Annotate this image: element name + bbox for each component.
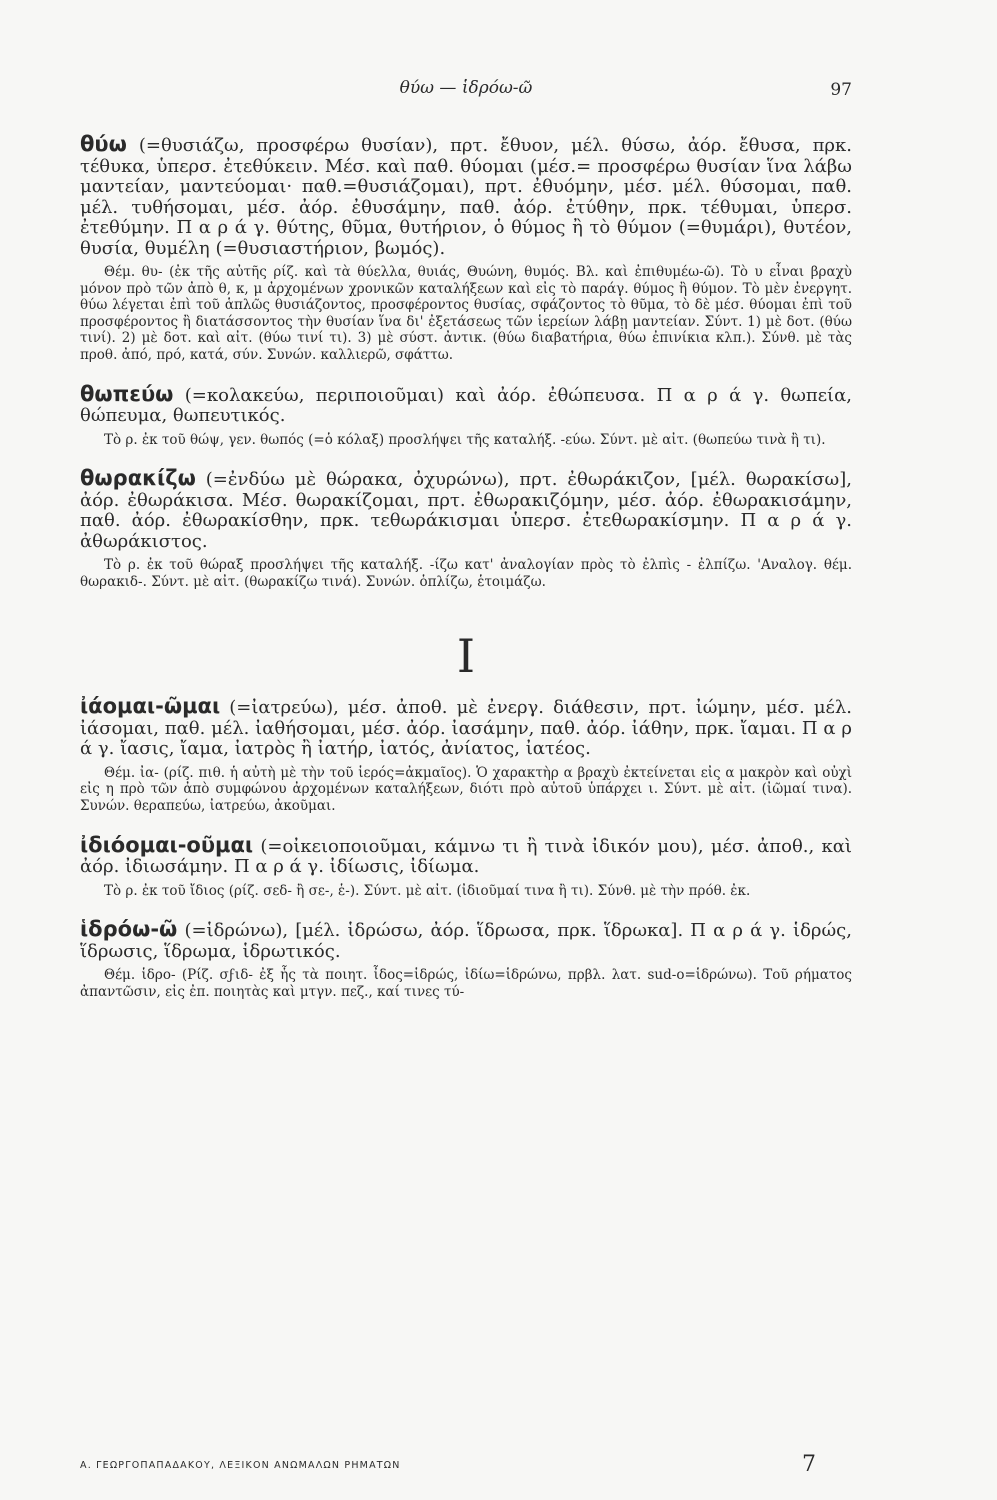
running-head: θύω — ἱδρόω-ῶ bbox=[399, 78, 533, 98]
head-word: θωπεύω bbox=[80, 381, 174, 406]
entry-thorakizo bbox=[80, 468, 852, 590]
entry-main bbox=[80, 468, 852, 552]
signature-number: 7 bbox=[802, 1452, 816, 1477]
entry-note: Τὸ ρ. ἐκ τοῦ θώραξ προσλήψει τῆς καταλήξ. -ίζω κατ' ἀναλογίαν πρὸς τὸ ἐλπὶς - ἐλπίζω. 'Αναλογ. θέμ. θωρακιδ-. Σύντ. μὲ αἰτ. (θωρακίζω τινά). Συνών. ὁπλίζω, ἑτοιμάζω. bbox=[80, 557, 852, 590]
page-footer bbox=[80, 1452, 852, 1482]
entry-main-text: (=ἱδρώνω), [μέλ. ἱδρώσω, ἀόρ. ἵδρωσα, πρκ. ἵδρωκα]. Π α ρ ά γ. ἱδρώς, ἵδρωσις, ἵδρωμα, ἱδρωτικός. bbox=[80, 920, 852, 962]
entry-iaomai bbox=[80, 696, 852, 814]
entry-idioomai bbox=[80, 832, 852, 900]
page-number: 97 bbox=[830, 80, 852, 100]
entry-main-text: (=θυσιάζω, προσφέρω θυσίαν), πρτ. ἔθυον, μέλ. θύσω, ἀόρ. ἔθυσα, πρκ. τέθυκα, ὑπερσ. ἐτεθύκειν. Μέσ. καὶ παθ. θύομαι (μέσ.= προσφέρω θυσίαν ἵνα λάβω μαντείαν, μαντεύομαι· παθ.=θυσιάζομαι), πρτ. ἐθυόμην, μέσ. μέλ. θύσομαι, παθ. μέλ. τυθήσομαι, μέσ. ἀόρ. ἐθυσάμην, παθ. ἀόρ. ἐτύθην, πρκ. τέθυμαι, ὑπερσ. ἐτεθύμην. Π α ρ ά γ. θύτης, θῦμα, θυτήριον, ὁ θύμος ἢ τὸ θύμον (=θυμάρι), θυτέον, θυσία, θυμέλη (=θυσιαστήριον, βωμός). bbox=[80, 135, 852, 259]
entry-main bbox=[80, 381, 852, 427]
entry-main bbox=[80, 919, 852, 962]
entry-note: Θέμ. ἱδρο- (Ρίζ. σϝιδ- ἐξ ἧς τὰ ποιητ. ἶδος=ἱδρώς, ἰδίω=ἱδρώνω, πρβλ. λατ. sud-o=ἱδρώνω). Τοῦ ρήματος ἀπαντῶσιν, εἰς ἐπ. ποιητὰς καὶ μτγν. πεζ., καί τινες τύ- bbox=[80, 967, 852, 1000]
head-word: ἰδιόομαι-οῦμαι bbox=[80, 832, 254, 857]
footer-author-title: Α. ΓΕΩΡΓΟΠΑΠΑΔΑΚΟΥ, ΛΕΞΙΚΟΝ ΑΝΩΜΑΛΩΝ ΡΗΜΑΤΩΝ bbox=[80, 1460, 401, 1471]
entry-main-text: (=ἐνδύω μὲ θώρακα, ὀχυρώνω), πρτ. ἐθωράκιζον, [μέλ. θωρακίσω], ἀόρ. ἐθωράκισα. Μέσ. θωρακίζομαι, πρτ. ἐθωρακιζόμην, μέσ. ἀόρ. ἐθωρακισάμην, παθ. ἀόρ. ἐθωρακίσθην, πρκ. τεθωράκισμαι ὑπερσ. ἐτεθωρακίσμην. Π α ρ ά γ. ἀθωράκιστος. bbox=[80, 469, 852, 552]
entry-main bbox=[80, 134, 852, 259]
head-word: ἰάομαι-ῶμαι bbox=[80, 694, 221, 719]
head-word: θύω bbox=[80, 132, 127, 156]
entry-idroo bbox=[80, 919, 852, 1000]
entry-main-text: (=κολακεύω, περιποιοῦμαι) καὶ ἀόρ. ἐθώπευσα. Π α ρ ά γ. θωπεία, θώπευμα, θωπευτικός. bbox=[80, 384, 852, 427]
entry-main-text: (=ἰατρεύω), μέσ. ἀποθ. μὲ ἐνεργ. διάθεσιν, πρτ. ἰώμην, μέσ. μέλ. ἰάσομαι, παθ. μέλ. ἰαθήσομαι, μέσ. ἀόρ. ἰασάμην, παθ. ἀόρ. ἰάθην, πρκ. ἴαμαι. Π α ρ ά γ. ἴασις, ἴαμα, ἰατρὸς ἢ ἰατήρ, ἰατός, ἀνίατος, ἰατέος. bbox=[80, 697, 852, 760]
entry-main bbox=[80, 696, 852, 760]
head-word: θωρακίζω bbox=[80, 466, 196, 491]
entry-note: Θέμ. ἰα- (ρίζ. πιθ. ἡ αὐτὴ μὲ τὴν τοῦ ἱερός=ἀκμαῖος). Ὁ χαρακτὴρ α βραχὺ ἐκτείνεται εἰς α μακρὸν καὶ οὐχὶ εἰς η πρὸ τῶν ἀπὸ συμφώνου ἀρχομένων καταλήξεων, διότι πρὸ αὐτοῦ ὑπάρχει ι. Σύντ. μὲ αἰτ. (ἰῶμαί τινα). Συνών. θεραπεύω, ἰατρεύω, ἀκοῦμαι. bbox=[80, 764, 852, 815]
entry-main bbox=[80, 832, 852, 878]
entry-note: Τὸ ρ. ἐκ τοῦ ἴδιος (ρίζ. σεδ- ἢ σε-, ἑ-). Σύντ. μὲ αἰτ. (ἰδιοῦμαί τινα ἢ τι). Σύνθ. μὲ τὴν πρόθ. ἐκ. bbox=[104, 882, 751, 899]
head-word: ἱδρόω-ῶ bbox=[80, 917, 178, 942]
entry-thopeuo bbox=[80, 381, 852, 449]
page-header bbox=[80, 72, 852, 108]
entry-thyo bbox=[80, 134, 852, 364]
entry-note: Θέμ. θυ- (ἐκ τῆς αὐτῆς ρίζ. καὶ τὰ θύελλα, θυιάς, Θυώνη, θυμός. Βλ. καὶ ἐπιθυμέω-ῶ). Τὸ υ εἶναι βραχὺ μόνον πρὸ τῶν ἀπὸ θ, κ, μ ἀρχομένων χρονικῶν καταλήξεων καὶ εἰς τὸ παράγ. θύμος ἢ θύμον. Τὸ μὲν ἐνεργητ. θύω λέγεται ἐπὶ τοῦ ἁπλῶς θυσιάζοντος, προσφέροντος θυσίας, σφάζοντος τὸ θῦμα, τὸ δὲ μέσ. θύομαι ἐπὶ τοῦ προσφέροντος ἢ διατάσσοντος τὴν θυσίαν ἵνα δι' ἐξετάσεως τῶν ἱερείων λάβῃ μαντείαν. Σύντ. 1) μὲ δοτ. (θύω τινί). 2) μὲ δοτ. καὶ αἰτ. (θύω τινί τι). 3) μὲ σύστ. ἀντικ. (θύω διαβατήρια, θύω ἐπινίκια κλπ.). Σύνθ. μὲ τὰς προθ. ἀπό, πρό, κατά, σύν. Συνών. καλλιερῶ, σφάττω. bbox=[80, 264, 852, 363]
dictionary-page bbox=[80, 72, 852, 1482]
entry-note: Τὸ ρ. ἐκ τοῦ θώψ, γεν. θωπός (=ὁ κόλαξ) προσλήψει τῆς καταλήξ. -εύω. Σύντ. μὲ αἰτ. (θωπεύω τινὰ ἢ τι). bbox=[104, 431, 826, 448]
entry-main-text: (=οἰκειοποιοῦμαι, κάμνω τι ἢ τινὰ ἰδικόν μου), μέσ. ἀποθ., καὶ ἀόρ. ἰδιωσάμην. Π α ρ ά γ. ἰδίωσις, ἰδίωμα. bbox=[80, 835, 852, 878]
section-letter: Ι bbox=[456, 629, 476, 684]
